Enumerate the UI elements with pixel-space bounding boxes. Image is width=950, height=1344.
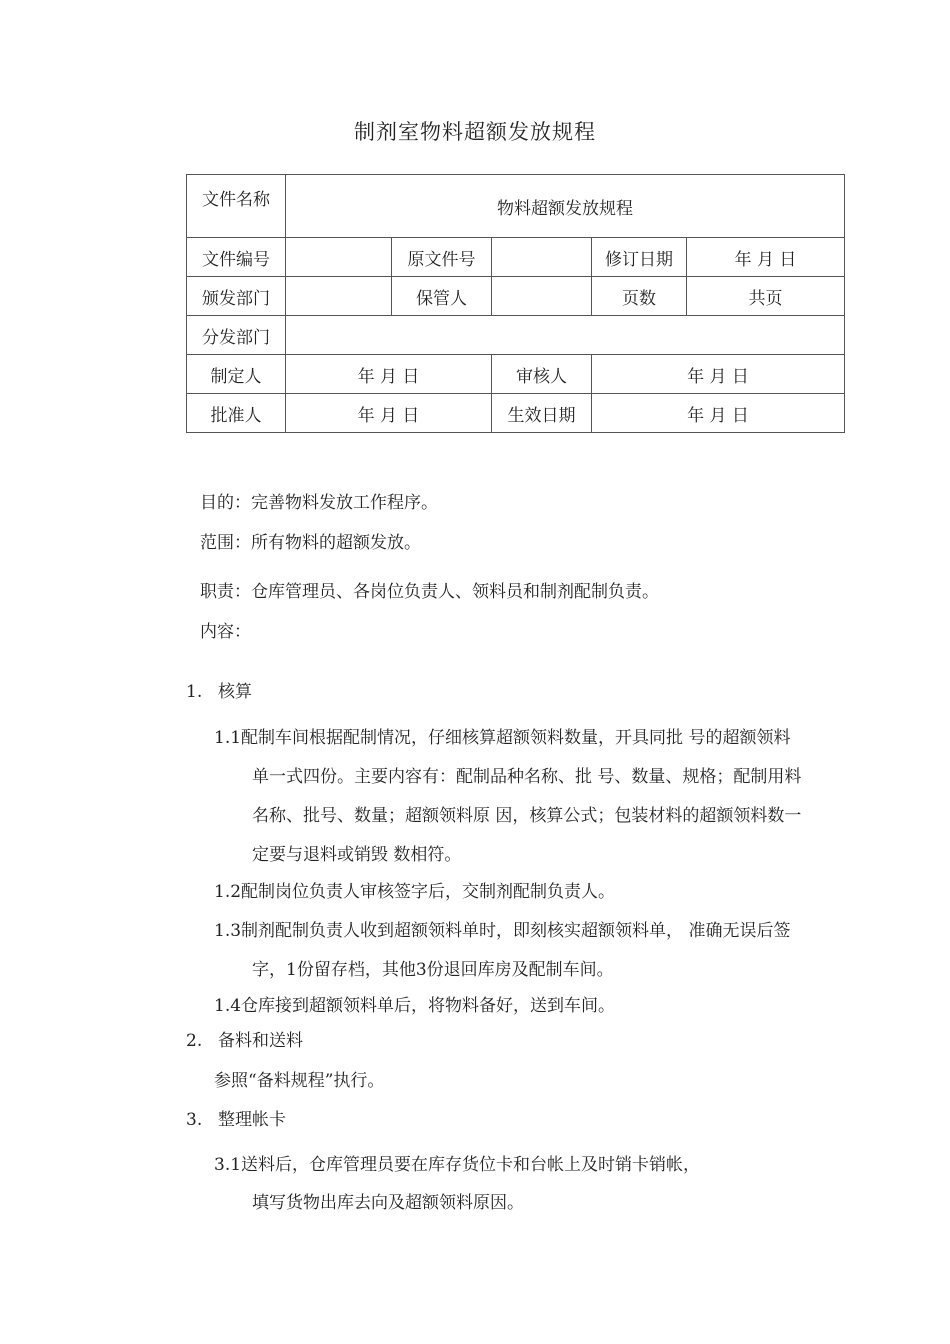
issue-dept-label: 颁发部门 [187, 277, 286, 316]
revision-date-label: 修订日期 [592, 238, 687, 277]
document-info-table [186, 174, 845, 433]
section-2-number: 2. [186, 1031, 203, 1051]
custodian-value [492, 277, 592, 316]
section-1-title: 核算 [218, 682, 252, 702]
pages-label: 页数 [592, 277, 687, 316]
effective-date-label: 生效日期 [492, 394, 592, 433]
file-no-label: 文件编号 [187, 238, 286, 277]
approver-date: 年 月 日 [286, 394, 492, 433]
clause-1-4: 1.4仓库接到超额领料单后，将物料备好，送到车间。 [214, 996, 616, 1016]
section-1-number: 1. [186, 682, 203, 702]
orig-file-no-label: 原文件号 [392, 238, 492, 277]
reviewer-date: 年 月 日 [592, 355, 845, 394]
clause-1-2: 1.2配制岗位负责人审核签字后，交制剂配制负责人。 [214, 882, 616, 902]
responsibility-text: 职责：仓库管理员、各岗位负责人、领料员和制剂配制负责。 [200, 582, 659, 602]
issue-dept-value [286, 277, 392, 316]
section-2-title: 备料和送料 [218, 1031, 303, 1051]
clause-3-1-line-1: 3.1送料后，仓库管理员要在库存货位卡和台帐上及时销卡销帐， [214, 1155, 701, 1175]
clause-1-1-line-4: 定要与退料或销毁 数相符。 [252, 845, 462, 865]
section-3-title: 整理帐卡 [218, 1110, 286, 1130]
section-3-number: 3. [186, 1110, 203, 1130]
file-name-label: 文件名称 [187, 175, 286, 238]
effective-date-value: 年 月 日 [592, 394, 845, 433]
orig-file-no-value [492, 238, 592, 277]
purpose-text: 目的：完善物料发放工作程序。 [200, 493, 438, 513]
pages-value: 共页 [687, 277, 845, 316]
section-3-heading [186, 1110, 286, 1130]
content-label: 内容： [200, 622, 251, 642]
section-2-heading [186, 1031, 303, 1051]
dist-dept-value [286, 316, 845, 355]
section-2-text: 参照“备料规程”执行。 [214, 1071, 385, 1091]
author-label: 制定人 [187, 355, 286, 394]
reviewer-label: 审核人 [492, 355, 592, 394]
clause-3-1-line-2: 填写货物出库去向及超额领料原因。 [252, 1193, 524, 1213]
approver-label: 批准人 [187, 394, 286, 433]
file-name-value: 物料超额发放规程 [286, 175, 845, 238]
file-no-value [286, 238, 392, 277]
dist-dept-label: 分发部门 [187, 316, 286, 355]
custodian-label: 保管人 [392, 277, 492, 316]
author-date: 年 月 日 [286, 355, 492, 394]
clause-1-1-line-3: 名称、批号、数量；超额领料原 因，核算公式；包装材料的超额领料数一 [252, 806, 802, 826]
section-1-heading [186, 682, 252, 702]
clause-1-3-line-1: 1.3制剂配制负责人收到超额领料单时，即刻核实超额领料单， 准确无误后签 [214, 921, 791, 941]
page-title: 制剂室物料超额发放规程 [354, 120, 596, 144]
clause-1-1-line-2: 单一式四份。主要内容有：配制品种名称、批 号、数量、规格；配制用料 [252, 767, 802, 787]
clause-1-1-line-1: 1.1配制车间根据配制情况，仔细核算超额领料数量，开具同批 号的超额领料 [214, 728, 791, 748]
revision-date-value: 年 月 日 [687, 238, 845, 277]
clause-1-3-line-2: 字，1份留存档，其他3份退回库房及配制车间。 [252, 960, 614, 980]
scope-text: 范围：所有物料的超额发放。 [200, 533, 421, 553]
